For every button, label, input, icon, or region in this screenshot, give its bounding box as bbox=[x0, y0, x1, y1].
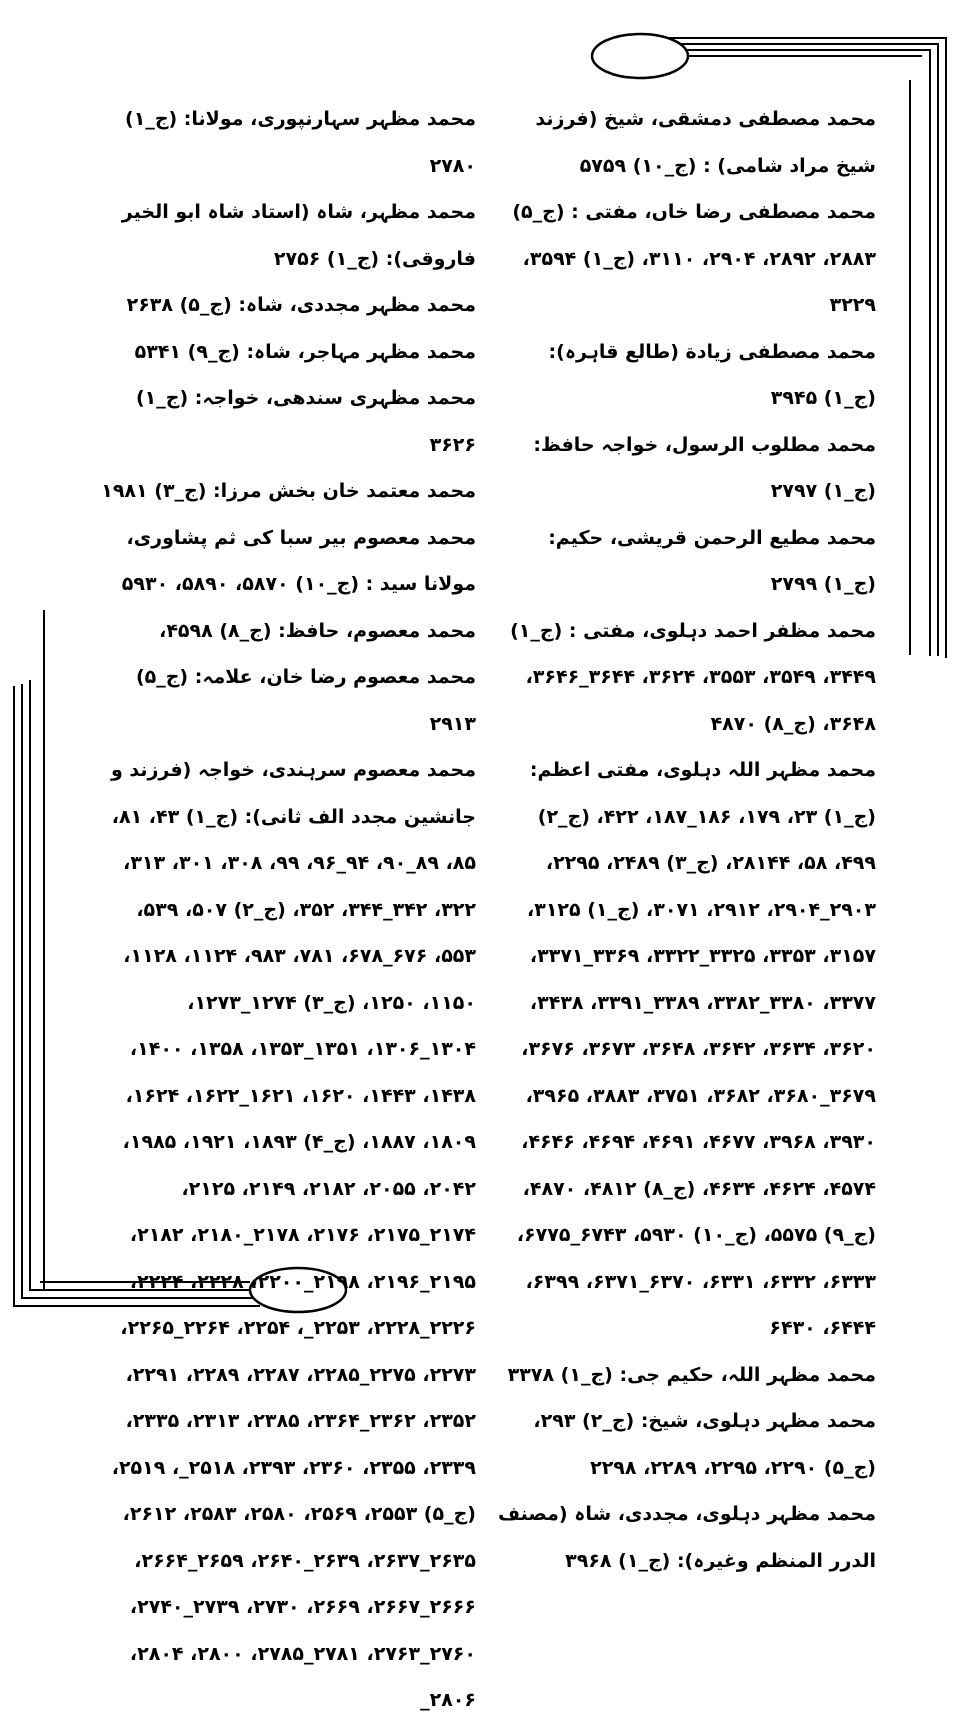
index-entry: محمد مطیع الرحمن قریشی، حکیم: (ج_۱) ۲۷۹۹ bbox=[548, 526, 876, 595]
index-entry: محمد مظہر دہلوی، شیخ: (ج_۲) ۲۹۳، (ج_۵) ۲۲۹۰، ۲۲۹۵، ۲۲۸۹، ۲۲۹۸ bbox=[533, 1410, 876, 1479]
index-entry: محمد مصطفی دمشقی، شیخ (فرزند شیخ مراد شامی) : (ج_۱۰) ۵۷۵۹ bbox=[535, 108, 876, 177]
index-entry: محمد معتمد خان بخش مرزا: (ج_۳) ۱۹۸۱ bbox=[101, 480, 476, 502]
index-entry: محمد معصوم بیر سبا کی ثم پشاوری، مولانا سید : (ج_۱۰) ۵۸۷۰، ۵۸۹۰، ۵۹۳۰ bbox=[121, 526, 476, 595]
index-entry: محمد مظہر دہلوی، مجددی، شاہ (مصنف الدرر المنظم وغیرہ): (ج_۱) ۳۹۶۸ bbox=[498, 1503, 876, 1572]
index-entry: محمد مصطفی زیادة (طالع قاہرہ): (ج_۱) ۳۹۴۵ bbox=[548, 340, 876, 409]
index-entry: محمد معصوم رضا خان، علامہ: (ج_۵) ۲۹۱۳ bbox=[135, 666, 476, 735]
index-entry: محمد معصوم سرہندی، خواجہ (فرزند و جانشین مجدد الف ثانی): (ج_۱) ۴۳، ۸۱، ۸۵، ۸۹_۹۰، ۹۴_۹۶، ۹۹، ۳۰۸، ۳۰۱، ۳۱۳، ۳۲۲، ۳۴۲_۳۴۴، ۳۵۲، (ج_۲) ۵۰۷، ۵۳۹، ۵۵۳، ۶۷۶_۶۷۸، ۷۸۱، ۹۸۳، ۱۱۲۴، ۱۱۲۸، ۱۱۵۰، ۱۲۵۰، (ج_۳) ۱۲۷۴_۱۲۷۳، ۱۳۰۴_۱۳۰۶، ۱۳۵۱_۱۳۵۳، ۱۳۵۸، ۱۴۰۰، ۱۴۳۸، ۱۴۴۳، ۱۶۲۰، ۱۶۲۱_۱۶۲۲، ۱۶۲۴، ۱۸۰۹، ۱۸۸۷، (ج_۴) ۱۸۹۳، ۱۹۲۱، ۱۹۸۵، ۲۰۴۲، ۲۰۵۵، ۲۱۸۲، ۲۱۴۹، ۲۱۲۵، ۲۱۷۴_۲۱۷۵، ۲۱۷۶، ۲۱۷۸_۲۱۸۰، ۲۱۸۲، ۲۱۹۵_۲۱۹۶، ۲۱۹۸_۲۲۰۰، ۲۲۲۸، ۲۲۲۴، ۲۲۲۶_۲۲۲۸، ۲۲۵۳_، ۲۲۵۴، ۲۲۶۴_۲۲۶۵، ۲۲۷۳، ۲۲۷۵_۲۲۸۵، ۲۲۸۷، ۲۲۸۹، ۲۲۹۱، ۲۳۵۲، ۲۳۶۲_۲۳۶۴، ۲۳۸۵، ۲۳۱۳، ۲۳۳۵، ۲۳۳۹، ۲۳۵۵، ۲۳۶۰، ۲۳۹۳، ۲۵۱۸_، ۲۵۱۹، (ج_۵) ۲۵۵۳، ۲۵۶۹، ۲۵۸۰، ۲۵۸۳، ۲۶۱۲، ۲۶۳۵_۲۶۳۷، ۲۶۳۹_۲۶۴۰، ۲۶۵۹_۲۶۶۴، ۲۶۶۶_۲۶۶۷، ۲۶۶۹، ۲۷۳۰، ۲۷۳۹_۲۷۴۰، ۲۷۶۰_۲۷۶۳، ۲۷۸۱_۲۷۸۵، ۲۸۰۰، ۲۸۰۴، ۲۸۰۶_ bbox=[110, 759, 476, 1711]
index-column-left bbox=[90, 96, 476, 1724]
index-entry: محمد معصوم، حافظ: (ج_۸) ۴۵۹۸، bbox=[159, 619, 476, 642]
index-entry: محمد مظہر سہارنپوری، مولانا: (ج_۱) ۲۷۸۰ bbox=[125, 108, 476, 177]
index-entry: محمد مظہر اللہ، حکیم جی: (ج_۱) ۳۳۷۸ bbox=[507, 1363, 876, 1386]
index-entry: محمد مصطفی رضا خاں، مفتی : (ج_۵) ۲۸۸۳، ۲۸۹۲، ۲۹۰۴، ۳۱۱۰، (ج_۱) ۳۵۹۴، ۳۲۲۹ bbox=[512, 201, 876, 316]
index-entry: محمد مظفر احمد دہلوی، مفتی : (ج_۱) ۳۴۴۹، ۳۵۴۹، ۳۵۵۳، ۳۶۲۴، ۳۶۴۴_۳۶۴۶، ۳۶۴۸، (ج_۸) ۴۸۷۰ bbox=[510, 619, 876, 735]
index-entry: محمد مظہر، شاہ (استاد شاہ ابو الخیر فاروقی): (ج_۱) ۲۷۵۶ bbox=[121, 201, 476, 270]
frame-ornament-top bbox=[592, 34, 688, 78]
index-entry: محمد مظہر مجددی، شاہ: (ج_۵) ۲۶۳۸ bbox=[126, 294, 476, 316]
index-column-right bbox=[496, 96, 876, 1584]
index-entry: محمد مظہری سندھی، خواجہ: (ج_۱) ۳۶۲۶ bbox=[135, 387, 476, 456]
index-entry: محمد مطلوب الرسول، خواجہ حافظ: (ج_۱) ۲۷۹۷ bbox=[533, 433, 876, 502]
index-entry: محمد مظہر مہاجر، شاہ: (ج_۹) ۵۳۴۱ bbox=[134, 340, 476, 363]
index-entry: محمد مظہر اللہ دہلوی، مفتی اعظم: (ج_۱) ۲۳، ۱۷۹، ۱۸۶_۱۸۷، ۴۲۲، (ج_۲) ۴۹۹، ۵۸، ۲۸۱۴۴، (ج_۳) ۲۴۸۹، ۲۲۹۵، ۲۹۰۳_۲۹۰۴، ۲۹۱۲، ۳۰۷۱، (ج_۱) ۳۱۲۵، ۳۱۵۷، ۳۳۵۳، ۳۳۲۵_۳۳۲۲، ۳۳۶۹_۳۳۷۱، ۳۳۷۷، ۳۳۸۰_۳۳۸۲، ۳۳۸۹_۳۳۹۱، ۳۴۳۸، ۳۶۲۰، ۳۶۳۴، ۳۶۴۲، ۳۶۴۸، ۳۶۷۳، ۳۶۷۶، ۳۶۷۹_۳۶۸۰، ۳۶۸۲، ۳۷۵۱، ۳۸۸۳، ۳۹۶۵، ۳۹۳۰، ۳۹۶۸، ۴۶۷۷، ۴۶۹۱، ۴۶۹۴، ۴۶۴۶، ۴۵۷۴، ۴۶۲۴، ۴۶۳۴، (ج_۸) ۴۸۱۲، ۴۸۷۰، (ج_۹) ۵۵۷۵، (ج_۱۰) ۵۹۳۰، ۶۷۴۳_۶۷۷۵، ۶۳۳۳، ۶۳۳۲، ۶۳۳۱، ۶۳۷۰_۶۳۷۱، ۶۳۹۹، ۶۴۴۴، ۶۴۳۰ bbox=[516, 759, 876, 1339]
